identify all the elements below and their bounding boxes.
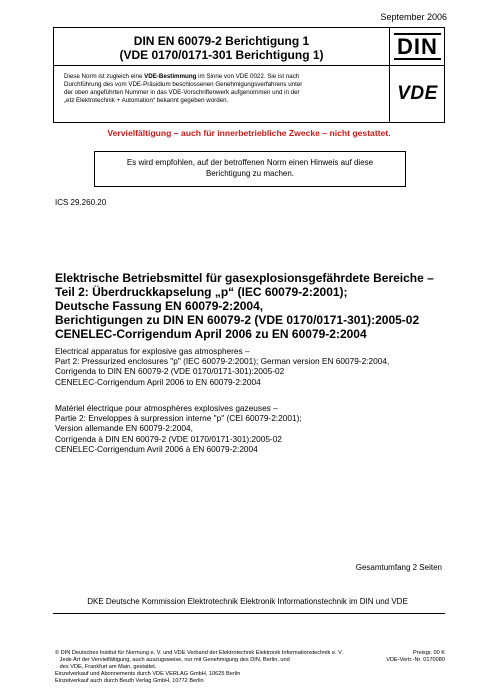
- german-title: [55, 271, 455, 341]
- publication-date: September 2006: [380, 12, 447, 22]
- hint-box: [94, 151, 406, 187]
- description-line: Durchführung des vom VDE-Präsidium beschlossenen Genehmigungsverfahrens unter: [64, 81, 303, 88]
- english-title-line: Part 2: Pressurized enclosures "p" (IEC 60079-2:2001); German version EN 60079-2:2004,: [55, 356, 390, 367]
- german-title-line: Deutsche Fassung EN 60079-2:2004,: [55, 299, 264, 313]
- hint-line-2: Berichtigung zu machen.: [205, 169, 295, 178]
- footer-line: Einzelverkauf und Abonnements durch VDE VERLAG GmbH, 10625 Berlin: [55, 671, 241, 677]
- total-pages: Gesamtumfang 2 Seiten: [355, 563, 442, 572]
- din-logo-cell: [390, 28, 445, 66]
- french-title: [55, 403, 455, 454]
- description-line: der oben angeführten Nummer in das VDE-Vorschriftenwerk aufgenommen und in der: [64, 89, 300, 96]
- footer-line: des VDE, Frankfurt am Main, gestattet.: [55, 664, 157, 670]
- standard-title-line-2: (VDE 0170/0171-301 Berichtigung 1): [119, 48, 324, 62]
- vde-order-number: VDE-Vertr.-Nr. 0170080: [386, 657, 445, 663]
- header-box: [53, 27, 445, 123]
- description-line: Diese Norm ist zugleich eine VDE-Bestimmung im Sinne von VDE 0022. Sie ist nach: [64, 73, 300, 80]
- din-logo: DIN: [394, 33, 441, 60]
- vde-description: [54, 66, 390, 122]
- english-title: [55, 346, 455, 387]
- german-title-line: CENELEC-Corrigendum April 2006 zu EN 60079-2:2004: [55, 327, 367, 341]
- footer-line: © DIN Deutsches Institut für Normung e. V. und VDE Verband der Elektrotechnik Elektronik Informationstechnik e. V.: [55, 650, 343, 656]
- french-title-line: Corrigenda à DIN EN 60079-2 (VDE 0170/0171-301):2005-02: [55, 433, 282, 444]
- french-title-line: Partie 2: Enveloppes à surpression interne "p" (CEI 60079-2:2001);: [55, 413, 302, 424]
- description-line: „etz Elektrotechnik + Automation“ bekannt gegeben worden.: [64, 97, 229, 104]
- footer-divider: [53, 613, 445, 614]
- german-title-line: Teil 2: Überdruckkapselung „p“ (IEC 60079-2:2001);: [55, 285, 348, 299]
- footer-price: [386, 650, 445, 664]
- standard-title-line-1: DIN EN 60079-2 Berichtigung 1: [133, 34, 310, 48]
- french-title-line: Matériel électrique pour atmosphères explosives gazeuses –: [55, 403, 278, 413]
- german-title-line: Elektrische Betriebsmittel für gasexplosionsgefährdete Bereiche –: [55, 271, 434, 285]
- footer-line: Jede Art der Vervielfältigung, auch auszugsweise, nur mit Genehmigung des DIN, Berlin, und: [55, 657, 290, 663]
- footer-copyright: [55, 650, 385, 685]
- hint-line-1: Es wird empfohlen, auf der betroffenen Norm einen Hinweis auf diese: [126, 158, 374, 167]
- ics-code: ICS 29.260.20: [55, 198, 107, 207]
- german-title-line: Berichtigungen zu DIN EN 60079-2 (VDE 0170/0171-301):2005-02: [55, 313, 420, 327]
- english-title-line: CENELEC-Corrigendum April 2006 to EN 60079-2:2004: [55, 376, 261, 387]
- price-group: Preisgr. 00 K: [412, 650, 445, 656]
- vde-logo-cell: [390, 66, 445, 122]
- vde-logo: VDE: [397, 83, 438, 104]
- french-title-line: CENELEC-Corrigendum Avril 2006 à EN 60079-2:2004: [55, 443, 258, 454]
- english-title-line: Corrigenda to DIN EN 60079-2 (VDE 0170/0171-301):2005-02: [55, 366, 285, 377]
- copy-warning: Vervielfältigung – auch für innerbetriebliche Zwecke – nicht gestattet.: [107, 128, 391, 138]
- dke-line: DKE Deutsche Kommission Elektrotechnik Elektronik Informationstechnik im DIN und VDE: [87, 597, 408, 606]
- standard-title-cell: [54, 28, 390, 66]
- footer-line: Einzelverkauf auch durch Beuth Verlag GmbH, 10772 Berlin: [55, 678, 204, 684]
- french-title-line: Version allemande EN 60079-2:2004,: [55, 423, 193, 434]
- english-title-line: Electrical apparatus for explosive gas atmospheres –: [55, 346, 250, 356]
